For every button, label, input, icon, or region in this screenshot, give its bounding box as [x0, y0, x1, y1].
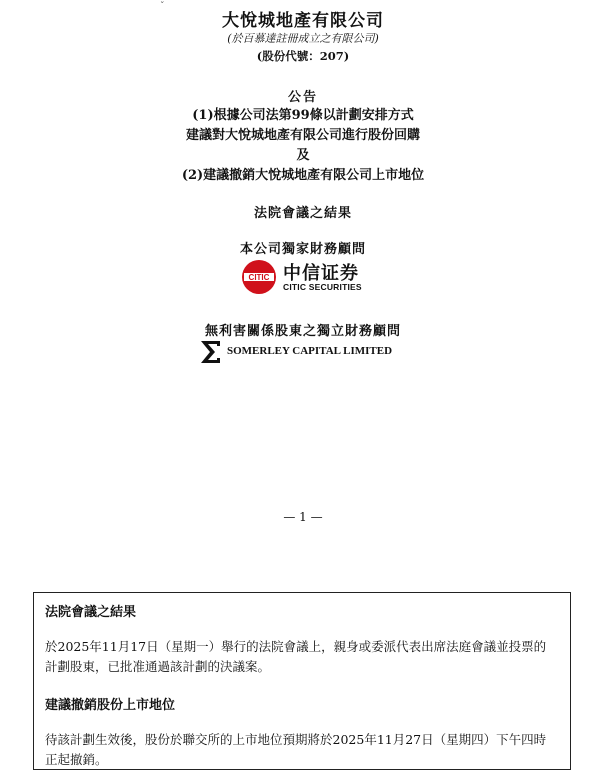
page-number: — 1 —	[283, 510, 323, 524]
announcement-line-4: (2)建議撤銷大悅城地產有限公司上市地位	[181, 168, 425, 183]
summary-box	[33, 592, 571, 770]
independent-adviser-label: 無利害關係股東之獨立財務顧問	[204, 324, 401, 339]
sigma-logo-icon	[200, 340, 222, 364]
paragraph-line: 於2025年11月17日（星期一）舉行的法院會議上，親身或委派代表出席法庭會議並投票的	[45, 639, 547, 654]
svg-text:CITIC: CITIC	[248, 273, 270, 282]
announcement-line-2: 建議對大悅城地產有限公司進行股份回購	[185, 128, 420, 143]
court-meeting-results-heading: 法院會議之結果	[45, 605, 137, 620]
court-meeting-results-text	[45, 637, 561, 677]
paragraph-line: 正起撤銷。	[45, 752, 108, 767]
top-mark: ˇ	[160, 2, 165, 12]
exclusive-adviser-label: 本公司獨家財務顧問	[239, 242, 366, 257]
somerley-logo	[200, 340, 420, 364]
citic-securities-logo	[240, 258, 380, 298]
somerley-name: SOMERLEY CAPITAL LIMITED	[227, 345, 393, 357]
withdrawal-of-listing-text	[45, 730, 561, 770]
announcement-line-3: 及	[296, 148, 310, 163]
announcement-line-1: (1)根據公司法第99條以計劃安排方式	[192, 108, 414, 123]
paragraph-line: 待該計劃生效後，股份於聯交所的上市地位預期將於2025年11月27日（星期四）下午四時	[45, 732, 547, 747]
company-name: 大悅城地產有限公司	[222, 11, 384, 31]
court-meeting-subheading: 法院會議之結果	[253, 206, 352, 221]
citic-name-cn: 中信证券	[283, 263, 359, 284]
paragraph-line: 計劃股東，已批准通過該計劃的決議案。	[45, 659, 271, 674]
withdrawal-of-listing-heading: 建議撤銷股份上市地位	[45, 698, 176, 713]
incorporation-note: (於百慕達註冊成立之有限公司)	[227, 32, 379, 45]
citic-logo-icon	[240, 258, 280, 296]
announcement-heading: 公告	[287, 90, 318, 105]
stock-code: (股份代號：207)	[256, 49, 350, 63]
citic-name-en: CITIC SECURITIES	[283, 282, 362, 292]
